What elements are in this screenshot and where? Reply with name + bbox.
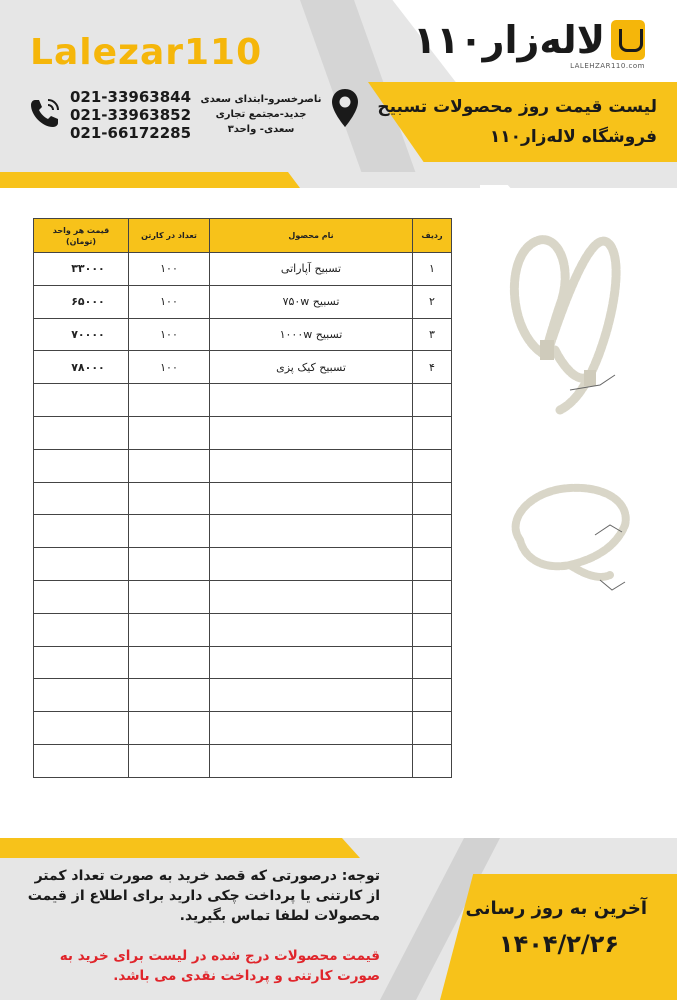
cell-qty	[129, 580, 210, 613]
logo-mark-icon	[611, 20, 645, 60]
location-pin-icon	[330, 88, 360, 128]
table-row	[34, 416, 452, 449]
table-row	[34, 285, 452, 318]
divider-stripe-gray-right	[496, 172, 677, 188]
cell-row-number	[413, 384, 452, 417]
divider-stripe-yellow	[0, 172, 300, 188]
store-logo	[413, 18, 645, 62]
table-row	[34, 646, 452, 679]
cell-qty	[129, 744, 210, 777]
phone-number-1[interactable]: 021-33963844	[70, 88, 192, 106]
cell-row-number	[413, 679, 452, 712]
brand-name-latin: Lalezar110	[30, 32, 263, 73]
cell-row-number	[413, 580, 452, 613]
cell-qty	[129, 384, 210, 417]
cell-qty	[129, 679, 210, 712]
cell-name	[210, 548, 413, 581]
table-row	[34, 318, 452, 351]
cell-row-number	[413, 482, 452, 515]
cell-price	[34, 548, 129, 581]
table-row	[34, 384, 452, 417]
last-update-date: ۱۴۰۴/۲/۲۶	[498, 930, 619, 958]
logo-text: لاله‌زار۱۱۰	[413, 18, 605, 62]
phone-number-3[interactable]: 021-66172285	[70, 124, 192, 142]
table-row	[34, 482, 452, 515]
cell-qty	[129, 613, 210, 646]
cell-qty	[129, 416, 210, 449]
cell-name	[210, 744, 413, 777]
header-qty: تعداد در کارتن	[129, 219, 210, 253]
cell-row-number: ۳	[413, 318, 452, 351]
table-header-row	[34, 219, 452, 253]
cell-row-number	[413, 449, 452, 482]
cell-price	[34, 482, 129, 515]
cell-qty: ۱۰۰	[129, 285, 210, 318]
cell-qty: ۱۰۰	[129, 351, 210, 384]
cell-qty	[129, 482, 210, 515]
cell-price	[34, 679, 129, 712]
cell-price: ۶۵۰۰۰	[34, 285, 129, 318]
header-row: ردیف	[413, 219, 452, 253]
table-row	[34, 351, 452, 384]
cell-price: ۷۰۰۰۰	[34, 318, 129, 351]
footer-note-red: قیمت محصولات درج شده در لیست برای خرید به صورت کارتنی و پرداخت نقدی می باشد.	[59, 948, 380, 984]
cell-row-number: ۴	[413, 351, 452, 384]
product-image-tasbih-1	[500, 225, 630, 425]
table-row	[34, 253, 452, 286]
cell-qty	[129, 712, 210, 745]
cell-row-number	[413, 712, 452, 745]
cell-qty	[129, 548, 210, 581]
cell-name: تسبیح ۱۰۰۰w	[210, 318, 413, 351]
footer-note: توجه: درصورتی که قصد خرید به صورت تعداد کمتر از کارتنی یا پرداخت چکی دارید برای اطلاع از قیمت محصولات لطفا تماس بگیرید.	[27, 868, 380, 924]
cell-row-number: ۱	[413, 253, 452, 286]
cell-price	[34, 416, 129, 449]
title-line-2: فروشگاه لاله‌زار۱۱۰	[489, 127, 657, 147]
cell-price: ۳۳۰۰۰	[34, 253, 129, 286]
footer-stripe-yellow	[0, 838, 360, 858]
header-price: قیمت هر واحد (تومان)	[34, 219, 129, 253]
logo-url: LALEHZAR110.com	[570, 62, 645, 70]
table-row	[34, 515, 452, 548]
cell-qty: ۱۰۰	[129, 253, 210, 286]
product-image-tasbih-2	[500, 470, 640, 610]
store-address	[200, 92, 322, 137]
header-name: نام محصول	[210, 219, 413, 253]
cell-row-number	[413, 744, 452, 777]
cell-name	[210, 580, 413, 613]
cell-name	[210, 613, 413, 646]
table-row	[34, 580, 452, 613]
cell-name	[210, 712, 413, 745]
cell-name	[210, 416, 413, 449]
cell-name	[210, 384, 413, 417]
table-row	[34, 613, 452, 646]
cell-price	[34, 580, 129, 613]
cell-price	[34, 449, 129, 482]
page-title	[377, 92, 657, 152]
cell-row-number	[413, 548, 452, 581]
table-body	[34, 253, 452, 778]
phone-numbers	[70, 88, 191, 142]
title-line-1: لیست قیمت روز محصولات تسبیح	[377, 97, 657, 117]
cell-price	[34, 744, 129, 777]
cell-qty	[129, 449, 210, 482]
cell-name	[210, 482, 413, 515]
cell-name	[210, 646, 413, 679]
cell-price	[34, 712, 129, 745]
cell-name	[210, 449, 413, 482]
cell-row-number	[413, 515, 452, 548]
cell-row-number	[413, 613, 452, 646]
cell-price: ۷۸۰۰۰	[34, 351, 129, 384]
table-row	[34, 548, 452, 581]
cell-name: تسبیح کیک پزی	[210, 351, 413, 384]
cell-price	[34, 384, 129, 417]
cell-name	[210, 515, 413, 548]
address-line: ناصرخسرو-ابتدای سعدی	[200, 94, 322, 105]
cell-price	[34, 515, 129, 548]
price-table	[33, 218, 452, 778]
cell-row-number	[413, 416, 452, 449]
table-row	[34, 679, 452, 712]
divider-stripe-gray	[270, 172, 480, 188]
cell-name: تسبیح آپاراتی	[210, 253, 413, 286]
cell-name	[210, 679, 413, 712]
table-row	[34, 712, 452, 745]
phone-icon	[28, 96, 62, 130]
cell-row-number: ۲	[413, 285, 452, 318]
address-line: جدید-مجتمع تجاری	[215, 109, 307, 120]
table-row	[34, 744, 452, 777]
last-update-label: آخرین به روز رسانی	[465, 898, 647, 919]
address-line: سعدی- واحد۳	[227, 124, 295, 135]
cell-row-number	[413, 646, 452, 679]
cell-qty	[129, 646, 210, 679]
cell-qty: ۱۰۰	[129, 318, 210, 351]
cell-price	[34, 613, 129, 646]
phone-number-2[interactable]: 021-33963852	[70, 106, 192, 124]
table-row	[34, 449, 452, 482]
cell-qty	[129, 515, 210, 548]
cell-price	[34, 646, 129, 679]
cell-name: تسبیح ۷۵۰w	[210, 285, 413, 318]
